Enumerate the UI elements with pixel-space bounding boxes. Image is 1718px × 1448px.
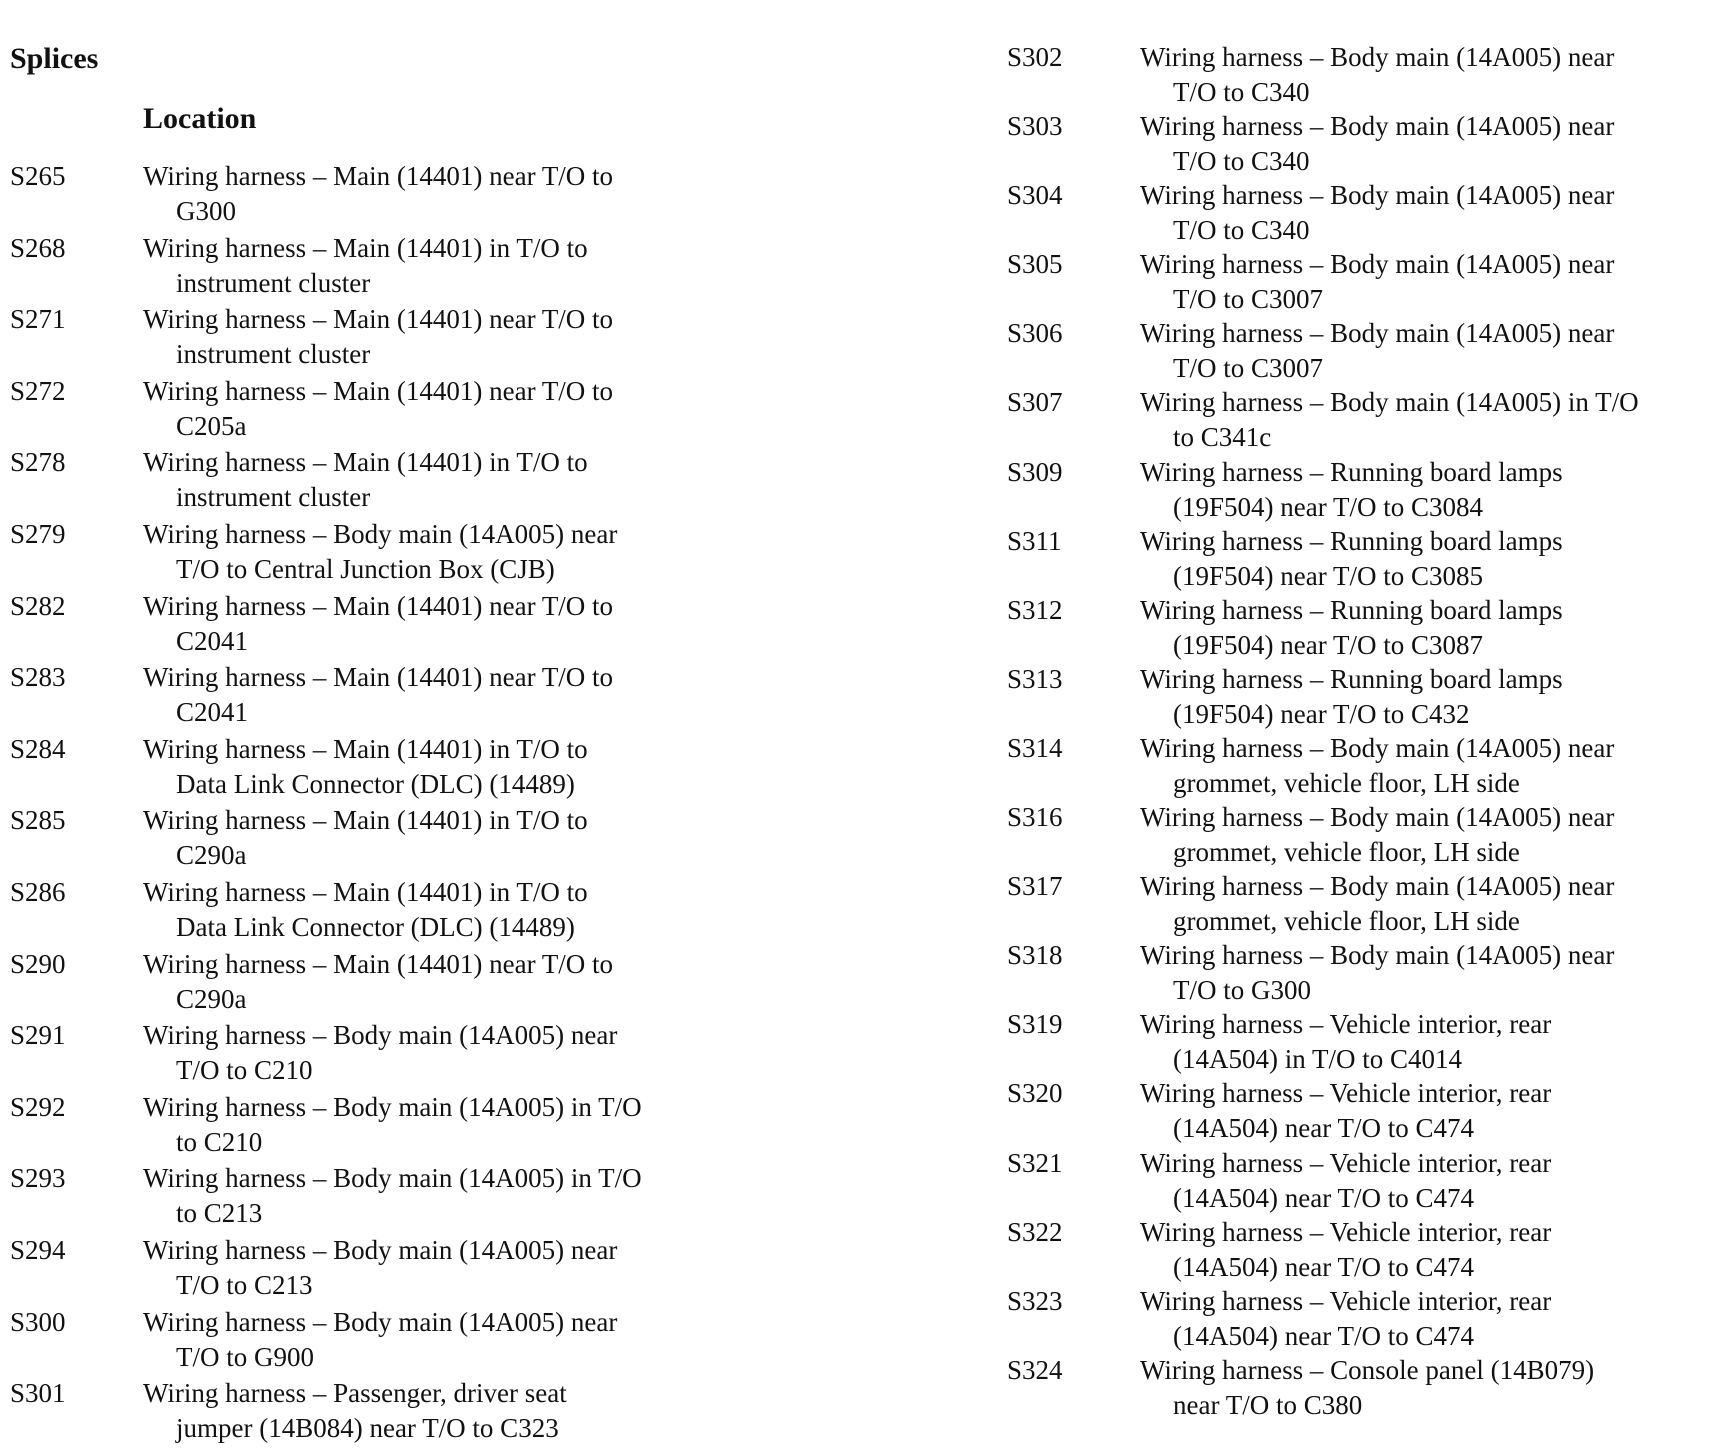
location-line-2: near T/O to C380 <box>1173 1389 1363 1420</box>
splice-entry <box>1007 247 1718 316</box>
location-line-2: (14A504) near T/O to C474 <box>1173 1320 1474 1351</box>
location-line-1: Wiring harness – Main (14401) in T/O to <box>143 447 588 478</box>
location-line-2: (19F504) near T/O to C3084 <box>1173 491 1483 522</box>
left-splice-list <box>10 159 830 1448</box>
location-line-2: T/O to G900 <box>176 1341 314 1372</box>
splice-location <box>143 589 613 659</box>
location-line-2: (14A504) near T/O to C474 <box>1173 1113 1474 1144</box>
location-line-1: Wiring harness – Body main (14A005) in T/O <box>143 1163 642 1194</box>
splice-entry <box>10 803 830 875</box>
splice-code: S303 <box>1007 111 1063 142</box>
splice-code: S320 <box>1007 1078 1063 1109</box>
location-line-1: Wiring harness – Body main (14A005) near <box>1140 180 1615 211</box>
location-line-1: Wiring harness – Main (14401) near T/O to <box>143 375 614 406</box>
splice-entry <box>10 1161 830 1233</box>
splice-location <box>143 445 588 515</box>
splice-location <box>1140 109 1614 179</box>
location-line-2: to C213 <box>176 1198 263 1229</box>
splice-location <box>1140 593 1563 663</box>
location-line-2: grommet, vehicle floor, LH side <box>1173 767 1520 798</box>
location-line-2: (14A504) near T/O to C474 <box>1173 1251 1474 1282</box>
splice-entry <box>10 1376 830 1448</box>
splice-code: S278 <box>10 447 66 478</box>
location-line-1: Wiring harness – Main (14401) near T/O to <box>143 948 614 979</box>
location-line-1: Wiring harness – Main (14401) near T/O to <box>143 662 614 693</box>
location-line-2: (19F504) near T/O to C3085 <box>1173 560 1483 591</box>
location-line-2: G300 <box>176 196 236 226</box>
splice-code: S300 <box>10 1306 66 1337</box>
splice-entry <box>1007 316 1718 385</box>
location-line-2: (14A504) near T/O to C474 <box>1173 1182 1474 1213</box>
splice-entry <box>1007 1353 1718 1422</box>
splice-entry <box>10 1090 830 1162</box>
splice-location <box>1140 1076 1551 1146</box>
location-line-1: Wiring harness – Body main (14A005) near <box>143 1020 618 1051</box>
splice-code: S307 <box>1007 387 1063 418</box>
splice-location <box>143 302 613 372</box>
splice-entry <box>1007 662 1718 731</box>
location-line-1: Wiring harness – Vehicle interior, rear <box>1140 1009 1552 1040</box>
splice-location <box>143 947 613 1017</box>
location-line-1: Wiring harness – Vehicle interior, rear <box>1140 1216 1552 1247</box>
splice-location <box>143 159 613 229</box>
location-line-2: grommet, vehicle floor, LH side <box>1173 906 1520 937</box>
location-line-1: Wiring harness – Body main (14A005) near <box>1140 871 1615 902</box>
splice-entry <box>10 732 830 804</box>
splice-entry <box>10 660 830 732</box>
splice-code: S293 <box>10 1163 66 1194</box>
splice-location <box>143 374 613 444</box>
splice-code: S301 <box>10 1378 66 1409</box>
location-line-2: T/O to C3007 <box>1173 353 1324 384</box>
splice-location <box>1140 1215 1551 1285</box>
location-line-1: Wiring harness – Running board lamps <box>1140 663 1563 694</box>
splice-code: S322 <box>1007 1216 1063 1247</box>
splice-entry <box>10 231 830 303</box>
location-line-1: Wiring harness – Running board lamps <box>1140 456 1563 487</box>
location-line-1: Wiring harness – Vehicle interior, rear <box>1140 1078 1552 1109</box>
splice-entry <box>10 1233 830 1305</box>
splice-entry <box>1007 109 1718 178</box>
splice-code: S272 <box>10 375 66 406</box>
splice-code: S279 <box>10 518 66 549</box>
splice-code: S302 <box>1007 42 1063 72</box>
splice-code: S318 <box>1007 940 1063 971</box>
splice-code: S314 <box>1007 732 1063 763</box>
location-line-1: Wiring harness – Main (14401) near T/O to <box>143 161 614 191</box>
location-line-2: T/O to G300 <box>1173 975 1311 1006</box>
location-line-2: T/O to Central Junction Box (CJB) <box>176 553 555 584</box>
splice-code: S304 <box>1007 180 1063 211</box>
splice-location <box>1140 662 1563 732</box>
splice-code: S265 <box>10 161 66 191</box>
splice-location <box>1140 385 1639 455</box>
splice-entry <box>10 1305 830 1377</box>
splice-entry <box>1007 385 1718 454</box>
splice-code: S284 <box>10 733 66 764</box>
splice-location <box>1140 1353 1594 1423</box>
location-line-1: Wiring harness – Main (14401) near T/O to <box>143 304 614 335</box>
splice-entry <box>10 517 830 589</box>
splice-location <box>1140 40 1614 110</box>
location-line-2: T/O to C210 <box>176 1055 313 1086</box>
location-line-2: T/O to C340 <box>1173 146 1310 177</box>
splice-code: S283 <box>10 662 66 693</box>
splice-entry <box>10 875 830 947</box>
splice-code: S324 <box>1007 1354 1063 1385</box>
location-line-2: T/O to C213 <box>176 1269 313 1300</box>
splice-code: S285 <box>10 805 66 836</box>
splice-entry <box>1007 524 1718 593</box>
location-line-2: T/O to C340 <box>1173 77 1310 107</box>
location-line-2: to C210 <box>176 1126 263 1157</box>
splice-code: S291 <box>10 1020 66 1051</box>
location-line-1: Wiring harness – Main (14401) near T/O to <box>143 590 614 621</box>
location-line-1: Wiring harness – Body main (14A005) near <box>1140 732 1615 763</box>
splice-code: S316 <box>1007 802 1063 833</box>
splice-location <box>1140 1146 1551 1216</box>
splice-code: S286 <box>10 876 66 907</box>
location-column-header: Location <box>143 102 257 135</box>
location-line-2: C2041 <box>176 697 249 728</box>
splice-entry <box>10 589 830 661</box>
location-line-2: T/O to C340 <box>1173 215 1310 246</box>
location-line-1: Wiring harness – Body main (14A005) near <box>1140 42 1615 72</box>
splice-entry <box>1007 1146 1718 1215</box>
splice-location <box>1140 178 1614 248</box>
splice-entry <box>10 374 830 446</box>
splice-entry <box>1007 1076 1718 1145</box>
splice-location <box>143 1305 617 1375</box>
splice-location <box>143 517 617 587</box>
splice-code: S319 <box>1007 1009 1063 1040</box>
splice-location <box>143 875 588 945</box>
location-line-1: Wiring harness – Passenger, driver seat <box>143 1378 567 1409</box>
splice-code: S311 <box>1007 525 1062 556</box>
location-line-2: to C341c <box>1173 422 1272 453</box>
splice-location <box>143 1233 617 1303</box>
location-line-1: Wiring harness – Body main (14A005) near <box>143 1306 618 1337</box>
splice-code: S312 <box>1007 594 1063 625</box>
location-line-2: (14A504) in T/O to C4014 <box>1173 1044 1462 1075</box>
location-line-1: Wiring harness – Main (14401) in T/O to <box>143 805 588 836</box>
location-line-1: Wiring harness – Body main (14A005) in T/O <box>143 1091 642 1122</box>
location-line-2: C290a <box>176 840 247 871</box>
location-line-2: C205a <box>176 410 247 441</box>
splice-location <box>143 231 588 301</box>
splice-entry <box>1007 1215 1718 1284</box>
location-line-2: T/O to C3007 <box>1173 284 1324 315</box>
location-line-1: Wiring harness – Main (14401) in T/O to <box>143 733 588 764</box>
location-line-1: Wiring harness – Main (14401) in T/O to <box>143 232 588 263</box>
splice-code: S268 <box>10 232 66 263</box>
location-line-2: instrument cluster <box>176 339 371 370</box>
splice-code: S317 <box>1007 871 1063 902</box>
splice-entry <box>10 302 830 374</box>
splice-entry <box>1007 455 1718 524</box>
splice-code: S271 <box>10 304 66 335</box>
splice-code: S313 <box>1007 663 1063 694</box>
location-line-1: Wiring harness – Body main (14A005) near <box>1140 111 1615 142</box>
location-line-1: Wiring harness – Body main (14A005) near <box>1140 940 1615 971</box>
splice-location <box>1140 316 1614 386</box>
splice-location <box>1140 938 1614 1008</box>
splice-location <box>1140 800 1614 870</box>
location-line-2: C2041 <box>176 625 249 656</box>
location-line-1: Wiring harness – Body main (14A005) near <box>1140 318 1615 349</box>
splice-code: S306 <box>1007 318 1063 349</box>
page-title: Splices <box>10 42 99 75</box>
splice-entry <box>10 947 830 1019</box>
splice-location <box>143 803 588 873</box>
location-line-1: Wiring harness – Vehicle interior, rear <box>1140 1285 1552 1316</box>
location-line-2: (19F504) near T/O to C432 <box>1173 698 1470 729</box>
location-line-2: jumper (14B084) near T/O to C323 <box>176 1413 559 1444</box>
splice-location <box>1140 247 1614 317</box>
splice-entry <box>10 445 830 517</box>
splice-entry <box>1007 1007 1718 1076</box>
location-line-1: Wiring harness – Vehicle interior, rear <box>1140 1147 1552 1178</box>
location-line-2: (19F504) near T/O to C3087 <box>1173 629 1483 660</box>
splice-code: S321 <box>1007 1147 1063 1178</box>
splice-code: S309 <box>1007 456 1063 487</box>
splice-entry <box>1007 731 1718 800</box>
location-line-2: C290a <box>176 983 247 1014</box>
splice-entry <box>10 159 830 231</box>
location-line-1: Wiring harness – Running board lamps <box>1140 525 1563 556</box>
splice-location <box>143 1376 567 1446</box>
splice-entry <box>1007 593 1718 662</box>
splice-entry <box>1007 938 1718 1007</box>
location-line-1: Wiring harness – Body main (14A005) near <box>143 518 618 549</box>
location-line-2: instrument cluster <box>176 482 371 513</box>
splice-entry <box>1007 800 1718 869</box>
location-line-2: instrument cluster <box>176 267 371 298</box>
right-splice-list <box>1007 40 1718 1422</box>
location-line-2: grommet, vehicle floor, LH side <box>1173 837 1520 868</box>
location-line-1: Wiring harness – Running board lamps <box>1140 594 1563 625</box>
splice-location <box>143 1161 642 1231</box>
splice-location <box>1140 1284 1551 1354</box>
splice-code: S305 <box>1007 249 1063 280</box>
location-line-1: Wiring harness – Body main (14A005) in T/O <box>1140 387 1639 418</box>
location-line-1: Wiring harness – Main (14401) in T/O to <box>143 876 588 907</box>
splice-location <box>1140 731 1614 801</box>
splice-location <box>143 1018 617 1088</box>
location-line-1: Wiring harness – Console panel (14B079) <box>1140 1354 1595 1385</box>
splice-code: S282 <box>10 590 66 621</box>
splice-entry <box>1007 40 1718 109</box>
location-line-2: Data Link Connector (DLC) (14489) <box>176 768 575 799</box>
splice-entry <box>1007 869 1718 938</box>
splice-entry <box>10 1018 830 1090</box>
splice-location <box>1140 455 1563 525</box>
splice-location <box>143 660 613 730</box>
splice-location <box>143 1090 642 1160</box>
splice-location <box>1140 869 1614 939</box>
splice-code: S292 <box>10 1091 66 1122</box>
splice-location <box>1140 1007 1551 1077</box>
splice-entry <box>1007 178 1718 247</box>
location-line-2: Data Link Connector (DLC) (14489) <box>176 911 575 942</box>
splice-entry <box>1007 1284 1718 1353</box>
location-line-1: Wiring harness – Body main (14A005) near <box>1140 249 1615 280</box>
location-line-1: Wiring harness – Body main (14A005) near <box>143 1234 618 1265</box>
splice-code: S323 <box>1007 1285 1063 1316</box>
location-line-1: Wiring harness – Body main (14A005) near <box>1140 802 1615 833</box>
splice-location <box>143 732 588 802</box>
splice-location <box>1140 524 1563 594</box>
splice-code: S294 <box>10 1234 66 1265</box>
splice-code: S290 <box>10 948 66 979</box>
